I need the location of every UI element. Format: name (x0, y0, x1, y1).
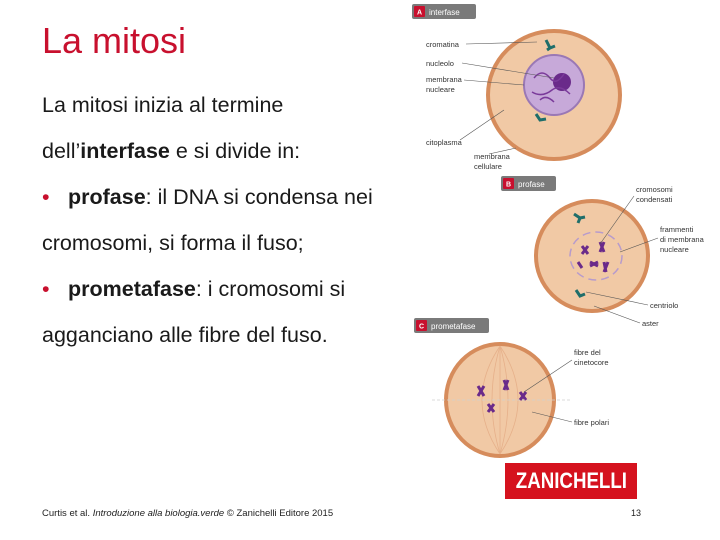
stage-c-name: prometafase (431, 322, 476, 331)
label-citoplasma: citoplasma (426, 138, 462, 147)
page-number: 13 (631, 508, 642, 518)
bullet-text-profase: : il DNA si condensa nei cromosomi, si forma il fuso; (42, 185, 373, 255)
stage-b-name: profase (518, 180, 545, 189)
bullet-text-prometafase: : i cromosomi si agganciano alle fibre del fuso. (42, 277, 346, 347)
slide-body (42, 82, 412, 358)
publisher-logo (505, 463, 637, 499)
label-membrana-nucleare-2: nucleare (426, 85, 455, 94)
bullet-item-profase (42, 174, 412, 266)
bullet-term-profase: profase (68, 185, 146, 209)
bullet-item-prometafase (42, 266, 412, 358)
label-aster: aster (642, 319, 659, 328)
stage-a-name: interfase (429, 8, 460, 17)
label-frammenti-2: di membrana (660, 235, 704, 244)
intro-text-2: e si divide in: (169, 139, 301, 163)
stage-a-badge (412, 4, 476, 19)
footer-citation (42, 508, 333, 519)
citation-suffix: © Zanichelli Editore 2015 (224, 508, 334, 519)
stage-c-badge (414, 318, 489, 333)
cell-interfase (488, 31, 620, 159)
label-centriolo: centriolo (650, 301, 679, 310)
stage-b-letter: B (506, 181, 512, 189)
stage-b-badge (501, 176, 556, 191)
cell-profase (536, 201, 648, 311)
label-cromatina: cromatina (426, 40, 459, 49)
citation-prefix: Curtis et al. (42, 508, 93, 519)
bullet-marker: • (42, 277, 50, 301)
label-frammenti-1: frammenti (660, 225, 694, 234)
stage-a-letter: A (417, 9, 423, 17)
logo-text: ZANICHELLI (515, 468, 627, 493)
label-fibre-polari: fibre polari (574, 418, 610, 427)
intro-text-1: La mitosi inizia al termine dell’ (42, 93, 284, 163)
label-membrana-cellulare-1: membrana (474, 152, 510, 161)
label-membrana-nucleare-1: membrana (426, 75, 462, 84)
label-cromosomi-condensati-2: condensati (636, 195, 673, 204)
stage-c-letter: C (419, 323, 425, 331)
label-fibre-cinetocore-1: fibre del (574, 348, 601, 357)
mitosis-figure (404, 0, 720, 465)
slide-title: La mitosi (42, 20, 187, 61)
intro-paragraph (42, 82, 412, 174)
intro-term-interfase: interfase (80, 139, 170, 163)
label-cromosomi-condensati-1: cromosomi (636, 185, 673, 194)
citation-title: Introduzione alla biologia.verde (92, 508, 225, 519)
label-frammenti-3: nucleare (660, 245, 689, 254)
label-nucleolo: nucleolo (426, 59, 454, 68)
bullet-term-prometafase: prometafase (68, 277, 196, 301)
label-membrana-cellulare-2: cellulare (474, 162, 502, 171)
bullet-marker: • (42, 185, 50, 209)
label-fibre-cinetocore-2: cinetocore (574, 358, 609, 367)
cell-prometafase (432, 344, 570, 456)
